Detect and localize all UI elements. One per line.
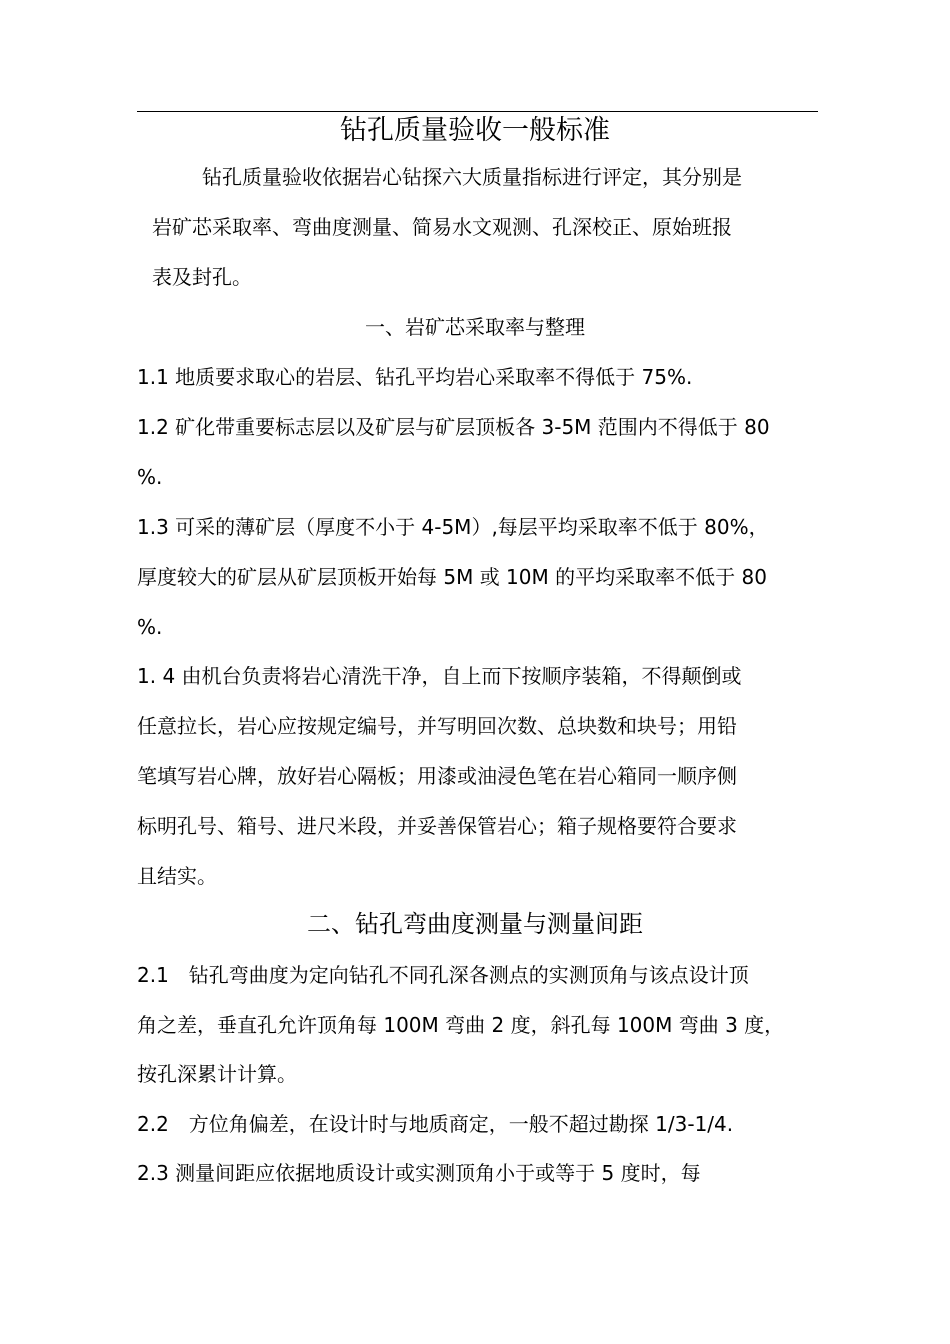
section-2-line: 2.1 钻孔弯曲度为定向钻孔不同孔深各测点的实测顶角与该点设计顶 [137,963,749,987]
intro-line-3: 表及封孔。 [152,265,252,289]
section-2-line: 2.3 测量间距应依据地质设计或实测顶角小于或等于 5 度时，每 [137,1161,701,1185]
section-2-line: 2.2 方位角偏差，在设计时与地质商定，一般不超过勘探 1/3-1/4. [137,1112,734,1136]
intro-line-2: 岩矿芯采取率、弯曲度测量、简易水文观测、孔深校正、原始班报 [152,215,732,239]
section-1-line: 任意拉长，岩心应按规定编号，并写明回次数、总块数和块号；用铅 [137,714,737,738]
section-2-line: 角之差，垂直孔允许顶角每 100M 弯曲 2 度，斜孔每 100M 弯曲 3 度， [137,1013,785,1037]
header-rule [137,111,818,112]
section-1-line: 厚度较大的矿层从矿层顶板开始每 5M 或 10M 的平均采取率不低于 80 [137,565,767,589]
section-1-line: 且结实。 [137,864,217,888]
document-title: 钻孔质量验收一般标准 [340,115,610,146]
section-1-line: 1.2 矿化带重要标志层以及矿层与矿层顶板各 3-5M 范围内不得低于 80 [137,415,770,439]
intro-line-1: 钻孔质量验收依据岩心钻探六大质量指标进行评定，其分别是 [202,165,742,189]
section-2-heading: 二、钻孔弯曲度测量与测量间距 [307,910,643,938]
section-2-line: 按孔深累计计算。 [137,1062,297,1086]
section-1-line: 笔填写岩心牌，放好岩心隔板；用漆或油浸色笔在岩心箱同一顺序侧 [137,764,737,788]
section-1-heading: 一、岩矿芯采取率与整理 [365,315,585,339]
section-1-line: %. [137,465,163,489]
section-1-line: 1.3 可采的薄矿层（厚度不小于 4-5M）,每层平均采取率不低于 80%， [137,515,769,539]
section-1-line: 标明孔号、箱号、进尺米段，并妥善保管岩心；箱子规格要符合要求 [137,814,737,838]
section-1-line: 1. 4 由机台负责将岩心清洗干净，自上而下按顺序装箱，不得颠倒或 [137,664,742,688]
section-1-line: %. [137,615,163,639]
section-1-line: 1.1 地质要求取心的岩层、钻孔平均岩心采取率不得低于 75%. [137,365,693,389]
